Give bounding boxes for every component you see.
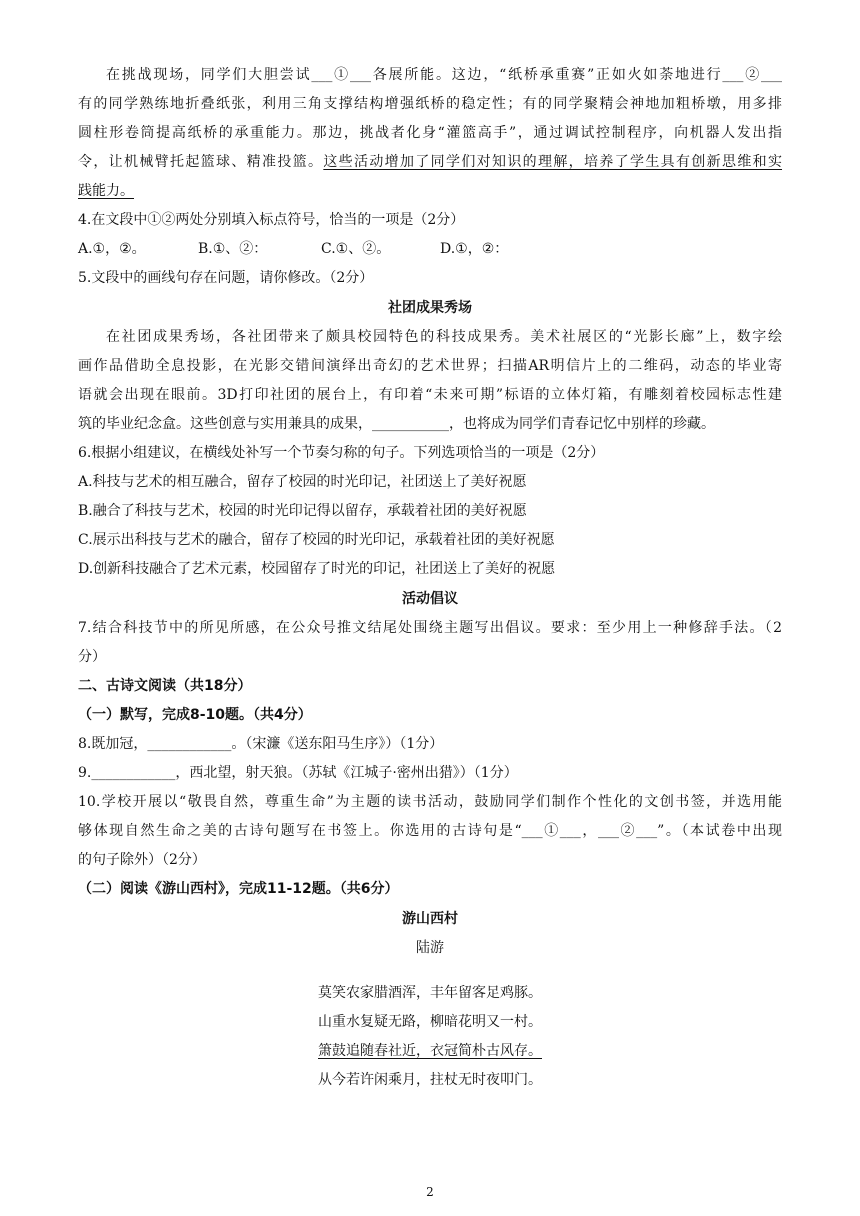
option-c: C.①、②。 bbox=[321, 241, 391, 257]
question-8: 8.既加冠，____________。（宋濂《送东阳马生序》）（1分） bbox=[78, 736, 444, 752]
option-b: B.融合了科技与艺术，校园的时光印记得以留存，承载着社团的美好祝愿 bbox=[78, 503, 527, 519]
question-5-stem: 5.文段中的画线句存在问题，请你修改。（2分） bbox=[78, 270, 374, 286]
question-6-stem: 6.根据小组建议，在横线处补写一个节奏匀称的句子。下列选项恰当的一项是（2分） bbox=[78, 445, 605, 461]
passage-line: 画作品借助全息投影，在光影交错间演绎出奇幻的艺术世界；扫描AR明信片上的二维码，动态的毕业寄 bbox=[78, 358, 782, 374]
question-7-stem: 7.结合科技节中的所见所感，在公众号推文结尾处围绕主题写出倡议。要求：至少用上一种修辞手法。（2 bbox=[78, 620, 782, 636]
passage-line: 圆柱形卷筒提高纸桥的承重能力。那边，挑战者化身“灌篮高手”，通过调试控制程序，向机器人发出指 bbox=[78, 125, 782, 141]
question-10-line: 的句子除外）（2分） bbox=[78, 852, 206, 868]
passage-line: 有的同学熟练地折叠纸张，利用三角支撑结构增强纸桥的稳定性；有的同学聚精会神地加粗桥墩，用多排 bbox=[78, 96, 782, 112]
question-9: 9.____________，西北望，射天狼。（苏轼《江城子·密州出猎》）（1分） bbox=[78, 765, 518, 781]
passage-line: 语就会出现在眼前。3D打印社团的展台上，有印着“未来可期”标语的立体灯箱，有雕刻着校园标志性建 bbox=[78, 387, 782, 403]
poem-line: 从今若许闲乘月，拄杖无时夜叩门。 bbox=[318, 1072, 542, 1088]
question-10-line: 10.学校开展以“敬畏自然，尊重生命”为主题的读书活动，鼓励同学们制作个性化的文创书签，并选用能 bbox=[78, 794, 782, 810]
passage-line: 在挑战现场，同学们大胆尝试___①___各展所能。这边，“纸桥承重赛”正如火如荼地进行___②___ bbox=[106, 67, 782, 83]
question-4-stem: 4.在文段中①②两处分别填入标点符号，恰当的一项是（2分） bbox=[78, 212, 465, 228]
option-d: D.①，②： bbox=[440, 241, 509, 257]
subsection-heading: （一）默写，完成8-10题。（共4分） bbox=[78, 707, 312, 723]
page-number: 2 bbox=[426, 1185, 434, 1199]
option-b: B.①、②： bbox=[198, 241, 268, 257]
underlined-poem-line: 箫鼓追随春社近，衣冠简朴古风存。 bbox=[318, 1043, 542, 1059]
option-a: A.科技与艺术的相互融合，留存了校园的时光印记，社团送上了美好祝愿 bbox=[78, 474, 527, 490]
section-title: 社团成果秀场 bbox=[388, 300, 472, 316]
option-a: A.①，②。 bbox=[78, 241, 146, 257]
passage-text: 令，让机械臂托起篮球、精准投篮。 bbox=[78, 154, 324, 170]
underlined-sentence: 这些活动增加了同学们对知识的理解，培养了学生具有创新思维和实 bbox=[323, 154, 783, 170]
poem-author: 陆游 bbox=[416, 940, 444, 956]
question-7-stem-cont: 分） bbox=[78, 649, 106, 665]
option-d: D.创新科技融合了艺术元素，校园留存了时光的印记，社团送上了美好的祝愿 bbox=[78, 561, 556, 577]
passage-line bbox=[78, 152, 782, 172]
poem-line: 山重水复疑无路，柳暗花明又一村。 bbox=[318, 1014, 542, 1030]
poem-line: 莫笑农家腊酒浑，丰年留客足鸡豚。 bbox=[318, 985, 542, 1001]
passage-line bbox=[78, 181, 782, 201]
poem-line bbox=[0, 1041, 860, 1061]
subsection-heading: （二）阅读《游山西村》，完成11-12题。（共6分） bbox=[78, 881, 399, 897]
poem-title: 游山西村 bbox=[402, 911, 458, 927]
option-c: C.展示出科技与艺术的融合，留存了校园的时光印记，承载着社团的美好祝愿 bbox=[78, 532, 555, 548]
underlined-sentence: 践能力。 bbox=[78, 183, 134, 199]
passage-line: 筑的毕业纪念盒。这些创意与实用兼具的成果，___________，也将成为同学们青春记忆中别样的珍藏。 bbox=[78, 416, 715, 432]
question-10-line: 够体现自然生命之美的古诗句题写在书签上。你选用的古诗句是“___①___，___②___”。（本试卷中出现 bbox=[78, 823, 782, 839]
section-title: 活动倡议 bbox=[402, 591, 458, 607]
part-heading: 二、古诗文阅读（共18分） bbox=[78, 678, 252, 694]
passage-line: 在社团成果秀场，各社团带来了颇具校园特色的科技成果秀。美术社展区的“光影长廊”上，数字绘 bbox=[106, 329, 782, 345]
